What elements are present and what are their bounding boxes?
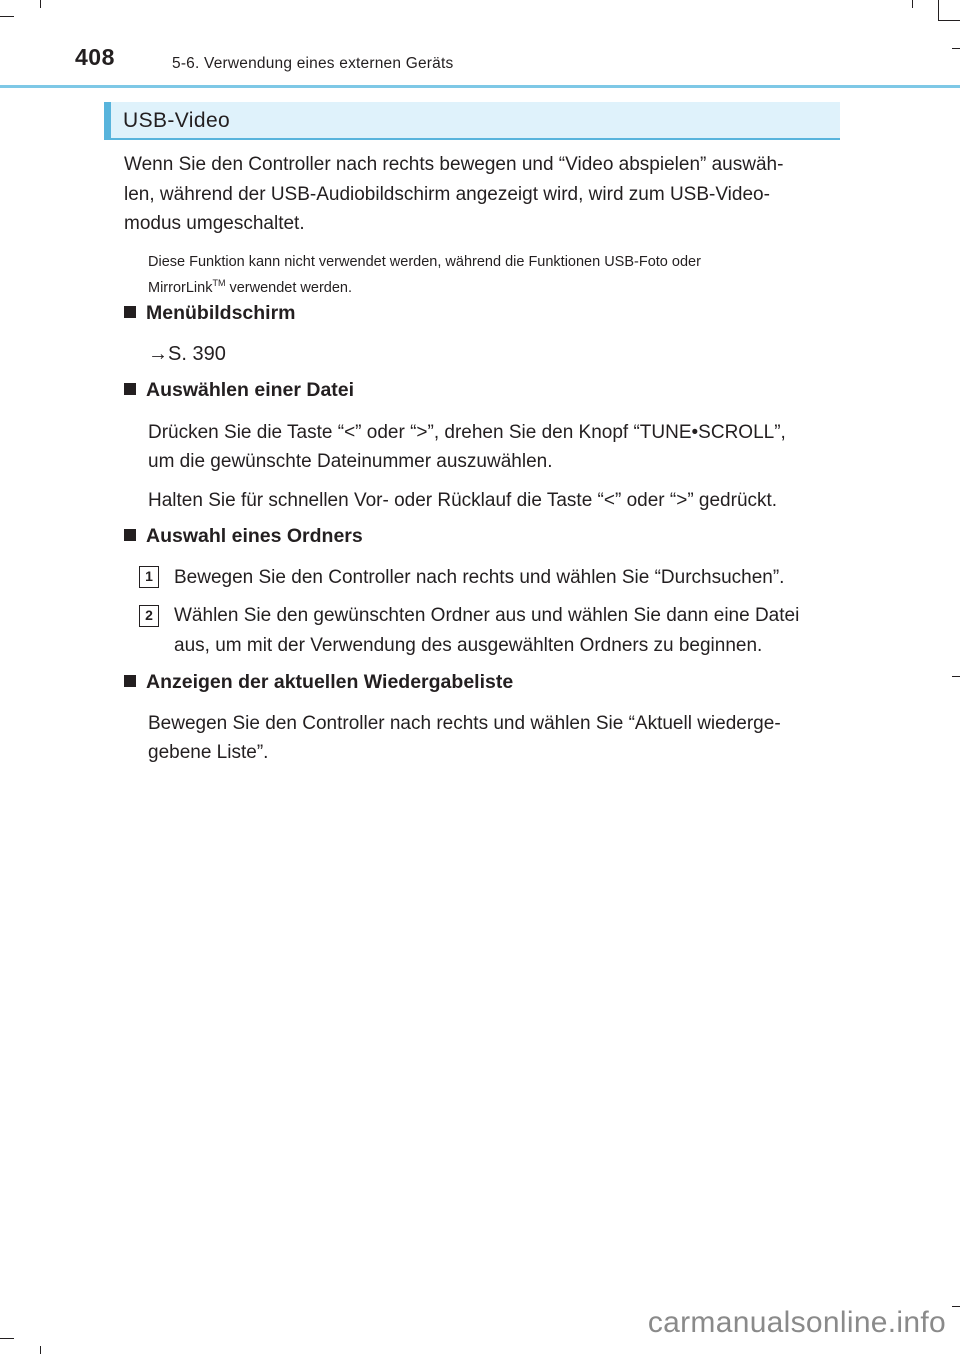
note-line: Diese Funktion kann nicht verwendet werden, während die Funktionen USB-Foto oder xyxy=(148,254,701,270)
folder-step-2-line: Wählen Sie den gewünschten Ordner aus und wählen Sie dann eine Datei xyxy=(174,605,800,626)
trademark-mark: TM xyxy=(212,278,226,288)
crop-mark xyxy=(40,1346,41,1354)
crop-mark xyxy=(0,1338,14,1339)
heading-playlist xyxy=(124,671,513,694)
intro-line: len, während der USB-Audiobildschirm angezeigt wird, wird zum USB-Video- xyxy=(124,184,770,205)
crop-mark xyxy=(952,676,960,677)
folder-step-1: Bewegen Sie den Controller nach rechts und wählen Sie “Durchsuchen”. xyxy=(174,567,785,588)
heading-select-file xyxy=(124,379,354,402)
page-reference[interactable]: →S. 390 xyxy=(148,343,226,365)
square-bullet-icon xyxy=(124,383,136,395)
heading-folder-label: Auswahl eines Ordners xyxy=(146,525,363,547)
chapter-title: 5-6. Verwendung eines externen Geräts xyxy=(172,55,454,72)
heading-folder xyxy=(124,525,363,548)
note-line xyxy=(148,273,838,298)
select-file-line: Drücken Sie die Taste “<” oder “>”, drehen Sie den Knopf “TUNE•SCROLL”, xyxy=(148,422,786,443)
playlist-line: gebene Liste”. xyxy=(148,742,269,763)
square-bullet-icon xyxy=(124,675,136,687)
heading-menu xyxy=(124,302,296,325)
watermark: carmanualsonline.info xyxy=(647,1306,946,1339)
folder-step-2-line: aus, um mit der Verwendung des ausgewählten Ordners zu beginnen. xyxy=(174,635,763,656)
select-file-line: Halten Sie für schnellen Vor- oder Rücklauf die Taste “<” oder “>” gedrückt. xyxy=(148,490,778,511)
mirrorlink-text: MirrorLink xyxy=(148,279,213,296)
step-number-1: 1 xyxy=(139,566,159,588)
square-bullet-icon xyxy=(124,306,136,318)
header-rule xyxy=(0,85,960,88)
heading-playlist-label: Anzeigen der aktuellen Wiedergabeliste xyxy=(146,671,514,693)
heading-menu-label: Menübildschirm xyxy=(146,302,296,324)
page-header xyxy=(0,0,960,90)
section-title: USB-Video xyxy=(123,109,231,132)
step-number-2: 2 xyxy=(139,605,159,627)
intro-line: Wenn Sie den Controller nach rechts bewegen und “Video abspielen” auswäh- xyxy=(124,154,784,175)
square-bullet-icon xyxy=(124,529,136,541)
note-rest: verwendet werden. xyxy=(225,279,352,296)
select-file-line: um die gewünschte Dateinummer auszuwählen. xyxy=(148,451,553,472)
playlist-line: Bewegen Sie den Controller nach rechts und wählen Sie “Aktuell wiederge- xyxy=(148,713,781,734)
intro-line: modus umgeschaltet. xyxy=(124,213,305,234)
section-heading-box xyxy=(104,102,840,140)
crop-mark xyxy=(952,1306,960,1307)
heading-select-file-label: Auswählen einer Datei xyxy=(146,379,355,401)
page-number: 408 xyxy=(75,44,115,70)
